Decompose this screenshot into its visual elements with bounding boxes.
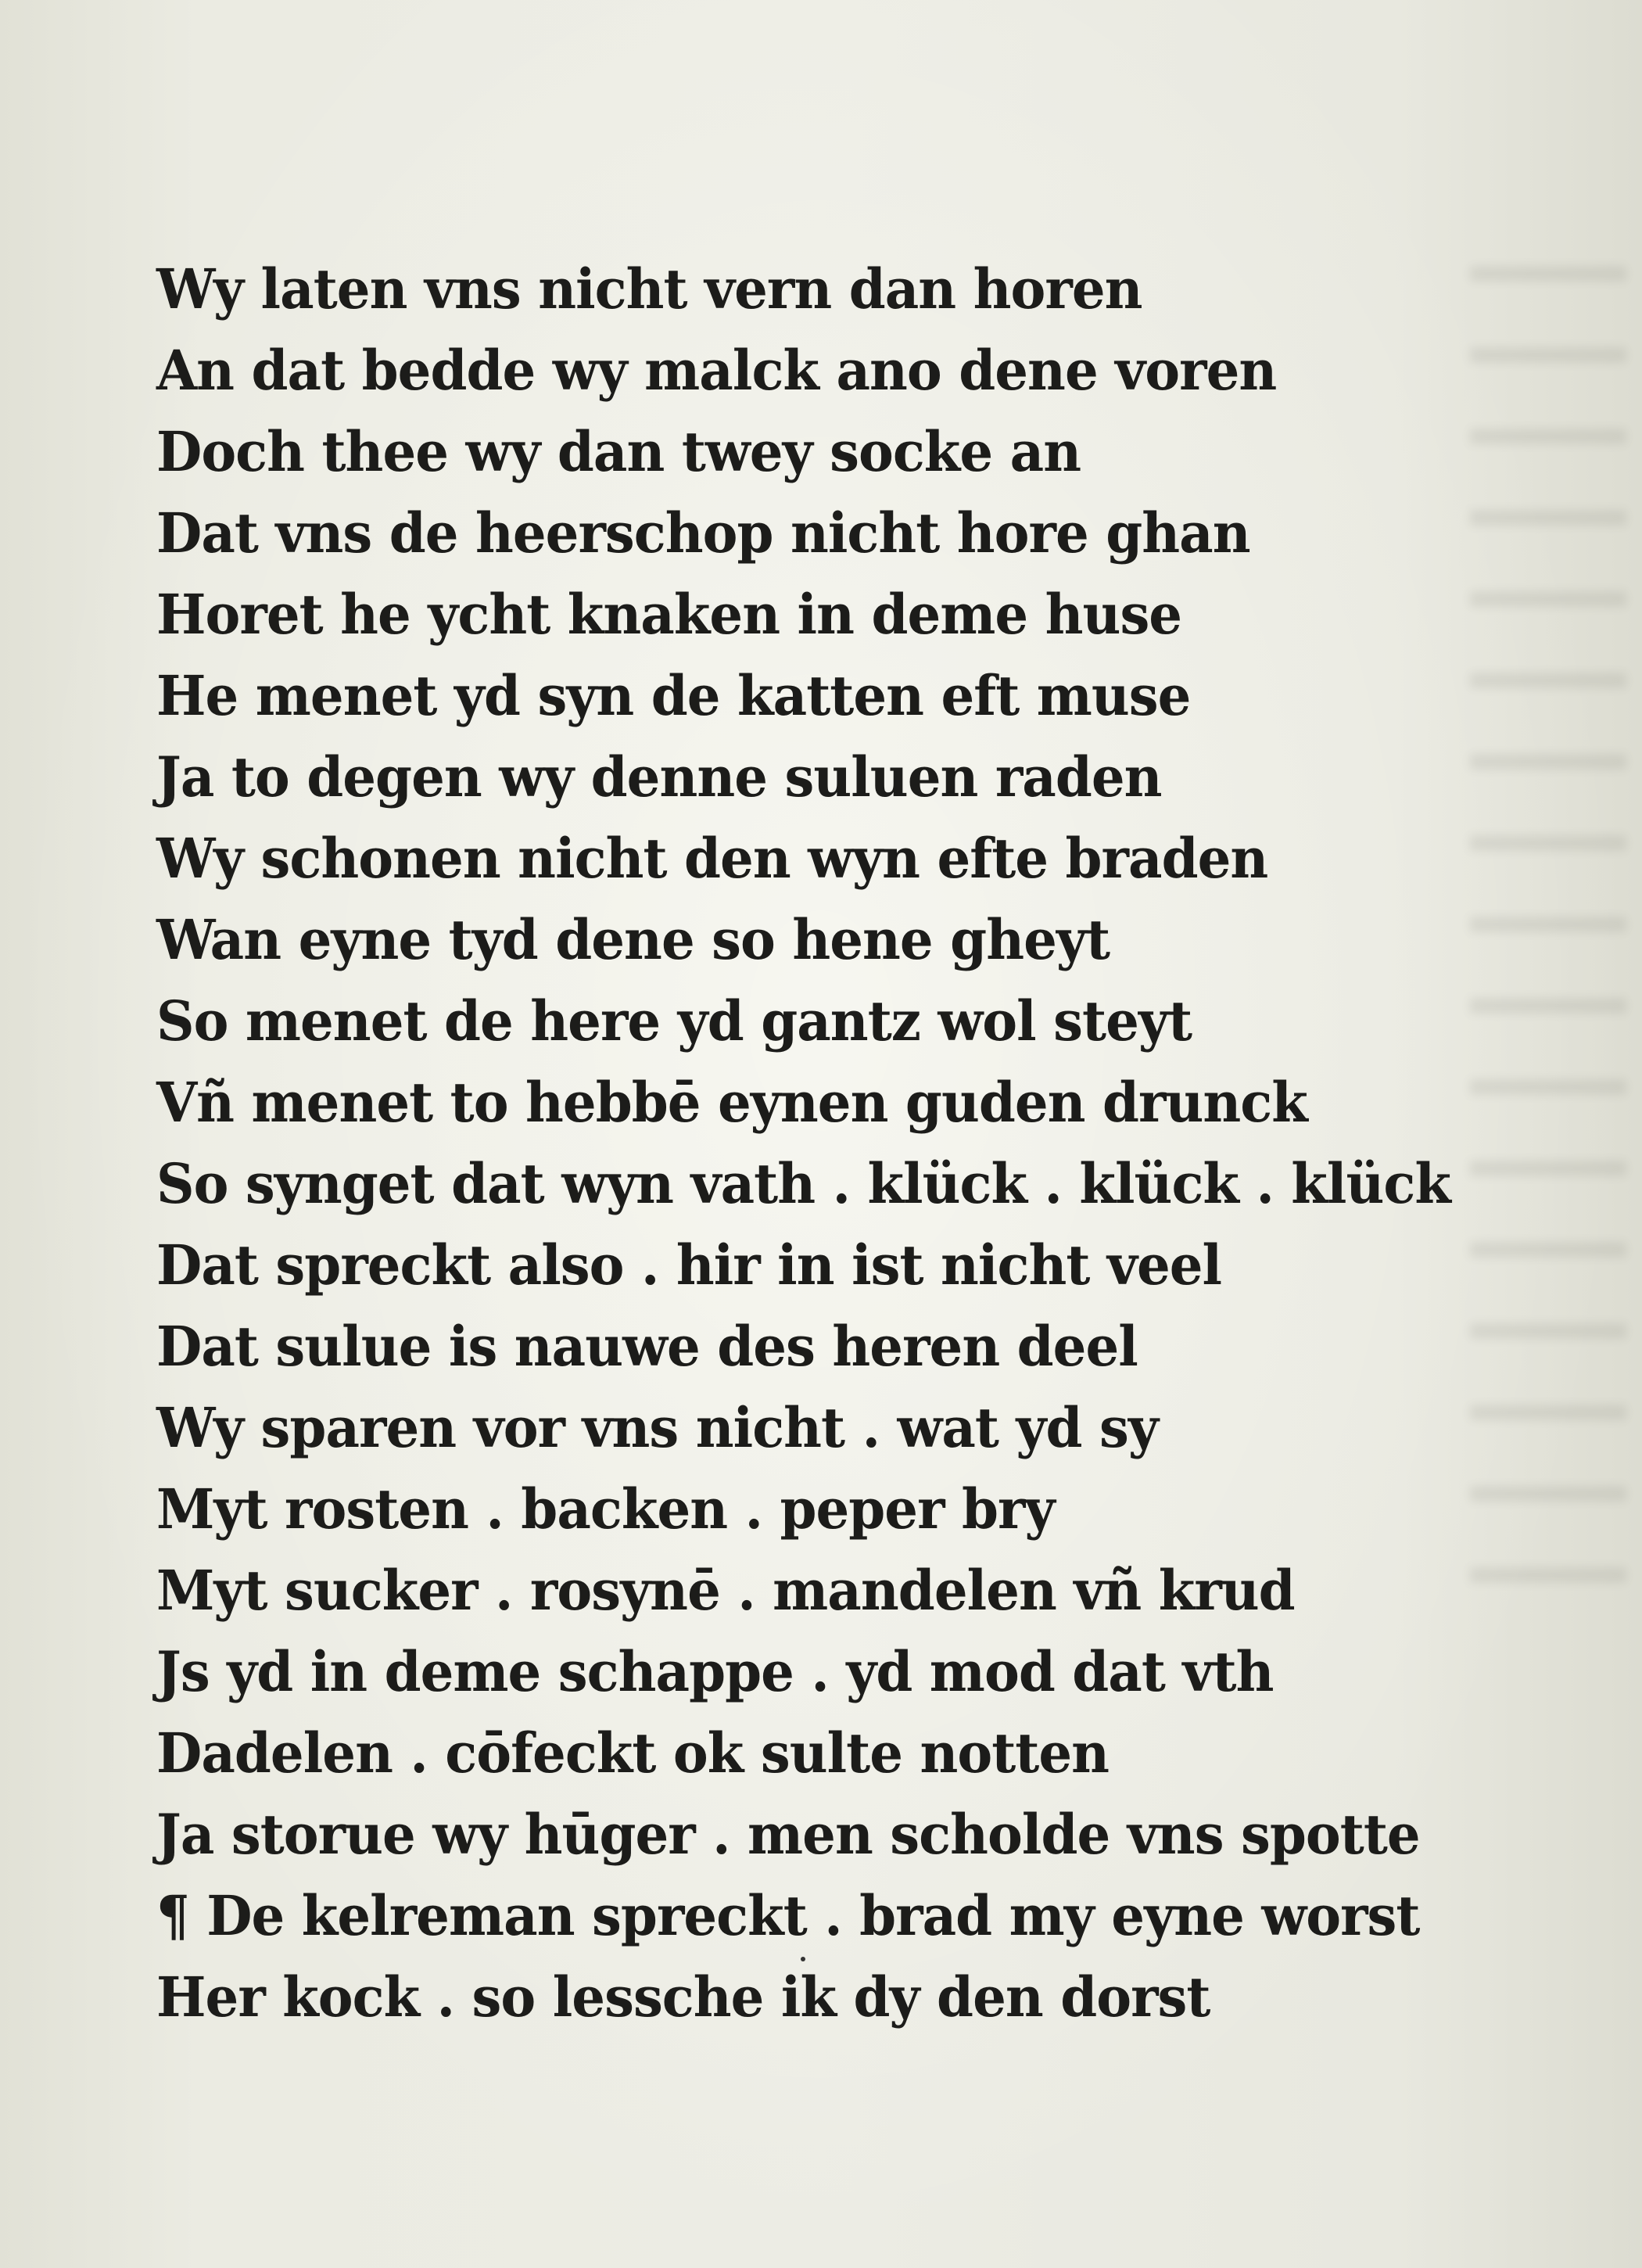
- verse-line-7: Ja to degen wy denne suluen raden: [156, 745, 1162, 809]
- verse-line-2: An dat bedde wy malck ano dene voren: [156, 338, 1277, 403]
- verse-line-20: Ja storue wy hūger . men scholde vns spotte: [156, 1802, 1420, 1867]
- verse-line-13: Dat spreckt also . hir in ist nicht veel: [156, 1233, 1222, 1297]
- verse-line-6: He menet yd syn de katten eft muse: [156, 663, 1191, 728]
- verse-line-14: Dat sulue is nauwe des heren deel: [156, 1314, 1138, 1379]
- verse-line-16: Myt rosten . backen . peper bry: [156, 1477, 1055, 1541]
- ink-speck: [801, 1957, 805, 1961]
- verse-text-block: [156, 249, 1548, 2038]
- verse-line-15: Wy sparen vor vns nicht . wat yd sy: [156, 1395, 1158, 1460]
- verse-line-5: Horet he ycht knaken in deme huse: [156, 582, 1182, 647]
- verse-line-17: Myt sucker . rosynē . mandelen vñ krud: [156, 1558, 1295, 1623]
- verse-line-10: So menet de here yd gantz wol steyt: [156, 989, 1192, 1053]
- verse-line-1: Wy laten vns nicht vern dan horen: [156, 257, 1142, 321]
- verse-line-11: Vñ menet to hebbē eynen guden drunck: [156, 1070, 1307, 1135]
- verse-line-22: Her kock . so lessche ik dy den dorst: [156, 1965, 1210, 2029]
- verse-line-9: Wan eyne tyd dene so hene gheyt: [156, 907, 1110, 972]
- verse-line-8: Wy schonen nicht den wyn efte braden: [156, 826, 1268, 891]
- verse-line-18: Js yd in deme schappe . yd mod dat vth: [156, 1639, 1274, 1704]
- verse-line-21: ¶ De kelreman spreckt . brad my eyne worst: [156, 1883, 1420, 1948]
- verse-line-3: Doch thee wy dan twey socke an: [156, 419, 1081, 484]
- verse-line-12: So synget dat wyn vath . klück . klück . klück: [156, 1151, 1450, 1216]
- verse-line-19: Dadelen . cōfeckt ok sulte notten: [156, 1721, 1110, 1785]
- verse-line-4: Dat vns de heerschop nicht hore ghan: [156, 501, 1250, 565]
